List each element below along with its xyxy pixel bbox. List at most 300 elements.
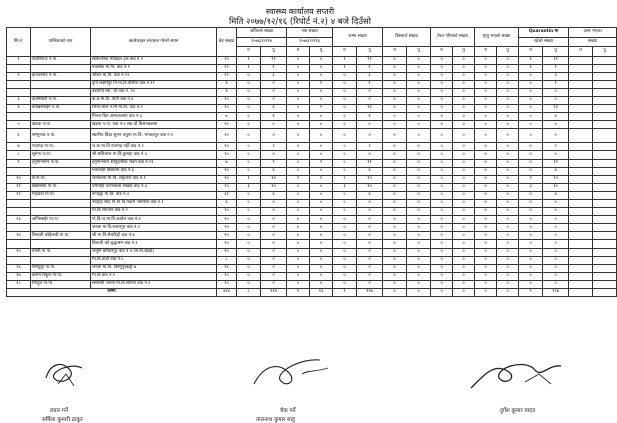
cell-om <box>569 88 593 96</box>
cell-pm: ० <box>237 96 261 104</box>
cell-xm: ० <box>475 272 497 280</box>
cell-municipality: तिरहुत गा.पा. <box>31 280 91 288</box>
cell-xf: ० <box>497 113 519 121</box>
cell-nf: ० <box>310 151 333 159</box>
cell-sn: ७ <box>7 143 31 151</box>
cell-df: ० <box>407 272 431 280</box>
cell-qm: ० <box>519 113 543 121</box>
cell-municipality: तिलाठी कोईलाडी गा.पा. <box>31 232 91 240</box>
cell-beds: २० <box>217 208 237 216</box>
cell-tf: ० <box>357 121 383 129</box>
cell-qm: ० <box>519 280 543 288</box>
cell-df: ० <box>407 167 431 175</box>
cell-tf: ० <box>357 248 383 256</box>
cell-beds: १० <box>217 105 237 113</box>
cell-tm: ० <box>333 88 357 96</box>
cell-rm: ० <box>431 159 453 167</box>
cell-tf: ११ <box>357 159 383 167</box>
cell-df: ० <box>407 143 431 151</box>
cell-beds: १० <box>217 240 237 248</box>
cell-nm: ० <box>287 248 310 256</box>
cell-df: ० <box>407 88 431 96</box>
cell-nf: ० <box>310 88 333 96</box>
cell-rm: ० <box>431 240 453 248</box>
cell-df: ० <box>407 191 431 199</box>
cell-rf: ० <box>453 88 475 96</box>
cell-dm: ० <box>383 121 407 129</box>
cell-qf: ४ <box>543 191 569 199</box>
cell-nm: ० <box>287 256 310 264</box>
cell-sn: ३ <box>7 96 31 104</box>
cell-tf: ० <box>357 224 383 232</box>
cell-pm: ० <box>237 264 261 272</box>
cell-om <box>569 129 593 143</box>
cell-xm: ० <box>475 96 497 104</box>
cell-df: ० <box>407 113 431 121</box>
cell-nm: ० <box>287 208 310 216</box>
cell-tf: ४ <box>357 113 383 121</box>
cell-pf: ० <box>261 208 287 216</box>
cell-pf: ० <box>261 224 287 232</box>
cell-dm: ० <box>383 240 407 248</box>
cell-pm: ० <box>237 216 261 224</box>
cell-nm: ० <box>287 56 310 64</box>
cell-qf: ० <box>543 280 569 288</box>
cell-tf: ११ <box>357 56 383 64</box>
cell-beds: १२ <box>217 72 237 80</box>
cell-pf: ० <box>261 272 287 280</box>
cell-sn: ८ <box>7 151 31 159</box>
cell-nm: ० <box>287 272 310 280</box>
cell-pf: ० <box>261 121 287 129</box>
cell-qm: ० <box>519 105 543 113</box>
cell-xf: ० <box>497 143 519 151</box>
cell-pf: ० <box>261 256 287 264</box>
cell-dm: ० <box>383 64 407 72</box>
cell-municipality <box>31 167 91 175</box>
cell-tm: ० <box>333 159 357 167</box>
cell-df: ० <box>407 256 431 264</box>
cell-of <box>593 280 617 288</box>
cell-facility: मा.वि.ठाडी वाड नं.५ <box>91 256 217 264</box>
cell-om <box>569 224 593 232</box>
cell-facility: नरहद्दह साह नि.मा.वि.पकरी जसपोस वाड नं.१ <box>91 200 217 208</box>
cell-qm: ० <box>519 80 543 88</box>
cell-municipality: विष्णुपुर गा.पा. <box>31 264 91 272</box>
col-quarantine-sub: रहेको संख्या <box>519 37 569 47</box>
cell-sn <box>7 64 31 72</box>
cell-tm: ० <box>333 96 357 104</box>
cell-rm: ० <box>431 272 453 280</box>
cell-xf: ० <box>497 56 519 64</box>
cell-nf: ० <box>310 167 333 175</box>
cell-pf: ० <box>261 232 287 240</box>
cell-beds: १० <box>217 129 237 143</box>
table-row <box>7 264 617 272</box>
col-female: पु <box>357 47 383 57</box>
cell-dm: ० <box>383 96 407 104</box>
cell-facility: क.प्र.मा.वि. पाती वाड नं.४ <box>91 96 217 104</box>
cell-of <box>593 224 617 232</box>
cell-rf: ० <box>453 159 475 167</box>
stamp-signature-left <box>40 356 90 392</box>
cell-nf: ९ <box>310 105 333 113</box>
cell-xm: ० <box>475 151 497 159</box>
cell-qf: ३ <box>543 72 569 80</box>
cell-rf: ० <box>453 151 475 159</box>
cell-rm: ० <box>431 224 453 232</box>
total-tm: ९ <box>333 289 357 297</box>
cell-dm: ० <box>383 183 407 191</box>
cell-tm: ० <box>333 256 357 264</box>
cell-xf: ० <box>497 240 519 248</box>
cell-of <box>593 64 617 72</box>
cell-tf: ० <box>357 272 383 280</box>
cell-tm: ० <box>333 272 357 280</box>
col-prev-date: २०७६/१२/१४ <box>237 37 287 47</box>
cell-nm: ० <box>287 224 310 232</box>
cell-of <box>593 159 617 167</box>
cell-nm: ० <box>287 216 310 224</box>
cell-facility: जनचेतना मा.वि. लोहजरा वाड नं.१ <box>91 175 217 183</box>
cell-xf: ० <box>497 72 519 80</box>
cell-dm: ० <box>383 264 407 272</box>
cell-qm: ० <box>519 159 543 167</box>
col-male: म <box>383 47 407 57</box>
cell-qf: ० <box>543 272 569 280</box>
cell-nf: ० <box>310 280 333 288</box>
cell-xm: ० <box>475 232 497 240</box>
cell-tf: ० <box>357 88 383 96</box>
cell-dm: ० <box>383 256 407 264</box>
cell-of <box>593 183 617 191</box>
col-death: मृत्यु भएको संख्या <box>475 28 519 47</box>
total-rm: ० <box>431 289 453 297</box>
cell-nm: ० <box>287 280 310 288</box>
cell-df: ० <box>407 224 431 232</box>
table-row <box>7 240 617 248</box>
cell-df: ० <box>407 96 431 104</box>
cell-of <box>593 216 617 224</box>
cell-facility: नवलोक मा.वि. वाड नं.१ <box>91 64 217 72</box>
cell-sn: १० <box>7 175 31 183</box>
cell-pf: १० <box>261 183 287 191</box>
cell-qf: ० <box>543 121 569 129</box>
cell-nm: ० <box>287 129 310 143</box>
cell-tm: ० <box>333 232 357 240</box>
cell-xm: ० <box>475 191 497 199</box>
cell-qm: ० <box>519 88 543 96</box>
total-pm: ८ <box>237 289 261 297</box>
cell-tm: ० <box>333 129 357 143</box>
cell-of <box>593 167 617 175</box>
cell-df: ० <box>407 208 431 216</box>
col-male: म <box>287 47 310 57</box>
cell-qf: ० <box>543 216 569 224</box>
cell-sn: ९ <box>7 159 31 167</box>
cell-pm: ० <box>237 248 261 256</box>
total-rf: ० <box>453 289 475 297</box>
cell-om <box>569 143 593 151</box>
cell-facility: मा.वि.भगवान वाड नं.२ <box>91 208 217 216</box>
cell-om <box>569 80 593 88</box>
cell-tf: ० <box>357 216 383 224</box>
cell-tm: ३ <box>333 183 357 191</box>
cell-beds: १० <box>217 143 237 151</box>
cell-dm: ० <box>383 200 407 208</box>
cell-municipality: छिन्नमस्ता गा.पा. <box>31 183 91 191</box>
table-row <box>7 80 617 88</box>
cell-rm: ० <box>431 191 453 199</box>
cell-dm: ० <box>383 143 407 151</box>
cell-beds: १५ <box>217 232 237 240</box>
cell-pf: २ <box>261 143 287 151</box>
cell-pm: ० <box>237 208 261 216</box>
cell-beds: ६ <box>217 200 237 208</box>
cell-beds: २० <box>217 151 237 159</box>
table-row <box>7 224 617 232</box>
cell-qf: ० <box>543 224 569 232</box>
cell-sn: ११ <box>7 183 31 191</box>
cell-sn <box>7 200 31 208</box>
cell-qf: ११ <box>543 159 569 167</box>
table-row <box>7 183 617 191</box>
cell-rm: ० <box>431 72 453 80</box>
cell-pf: ० <box>261 216 287 224</box>
cell-df: ० <box>407 129 431 143</box>
cell-qm: ० <box>519 129 543 143</box>
cell-of <box>593 232 617 240</box>
cell-nf: ० <box>310 248 333 256</box>
cell-nf: ० <box>310 191 333 199</box>
cell-xm: ० <box>475 280 497 288</box>
cell-om <box>569 240 593 248</box>
cell-dm: ० <box>383 232 407 240</box>
cell-pm: ० <box>237 80 261 88</box>
cell-municipality: स.रू.पा. <box>31 175 91 183</box>
table-row <box>7 151 617 159</box>
cell-tm: ० <box>333 280 357 288</box>
cell-rf: ० <box>453 80 475 88</box>
cell-nf: ० <box>310 272 333 280</box>
cell-of <box>593 113 617 121</box>
cell-nm: ० <box>287 167 310 175</box>
cell-rm: ० <box>431 264 453 272</box>
checked-by-name: तारानाथ कुमार साहु <box>256 417 295 423</box>
cell-sn: २ <box>7 72 31 80</box>
cell-nf: ० <box>310 183 333 191</box>
col-female: पु <box>453 47 475 57</box>
cell-municipality <box>31 200 91 208</box>
cell-xf: ० <box>497 208 519 216</box>
cell-pf: ० <box>261 248 287 256</box>
cell-qm: २ <box>519 175 543 183</box>
cell-municipality: बलान बिहुल गा.पा. <box>31 272 91 280</box>
cell-of <box>593 105 617 113</box>
cell-df: ० <box>407 264 431 272</box>
col-male: म <box>237 47 261 57</box>
cell-municipality: खडक न.पा. <box>31 121 91 129</box>
col-male: म <box>475 47 497 57</box>
cell-xm: ० <box>475 224 497 232</box>
cell-beds: २५ <box>217 183 237 191</box>
cell-pf: ० <box>261 200 287 208</box>
cell-nm: ० <box>287 143 310 151</box>
cell-qm: ० <box>519 143 543 151</box>
cell-xm: ० <box>475 113 497 121</box>
cell-nf: ० <box>310 224 333 232</box>
cell-tm: ० <box>333 191 357 199</box>
cell-rm: ० <box>431 216 453 224</box>
cell-xf: ० <box>497 88 519 96</box>
cell-tf: २ <box>357 143 383 151</box>
cell-nm: ० <box>287 151 310 159</box>
table-row <box>7 121 617 129</box>
cell-pf: ० <box>261 88 287 96</box>
cell-xf: ० <box>497 248 519 256</box>
cell-facility: परियाहि पराभकला सखडा वाड नं.३ <box>91 183 217 191</box>
cell-tm: ० <box>333 224 357 232</box>
cell-xf: ० <box>497 159 519 167</box>
table-row <box>7 280 617 288</box>
total-nf: १३ <box>310 289 333 297</box>
cell-xf: ० <box>497 256 519 264</box>
cell-municipality <box>31 224 91 232</box>
cell-tf: १५ <box>357 175 383 183</box>
cell-xm: ० <box>475 200 497 208</box>
cell-nm: ० <box>287 159 310 167</box>
report-subtitle: मिति २०७७/१२/१६ (रिपोर्ट नं.२) ४ बजे दिउँसो <box>229 17 371 27</box>
cell-om <box>569 151 593 159</box>
table-row <box>7 96 617 104</box>
cell-om <box>569 72 593 80</box>
cell-facility: जमुनि बरियारपुर वाड नं ४ (स.वि.खादी) <box>91 248 217 256</box>
cell-xm: ० <box>475 175 497 183</box>
cell-xm: ० <box>475 216 497 224</box>
cell-tm: ० <box>333 240 357 248</box>
cell-df: ० <box>407 56 431 64</box>
col-prev: अघिल्लो संख्या <box>237 28 287 38</box>
table-row <box>7 88 617 96</box>
cell-rm: ० <box>431 232 453 240</box>
cell-qm: ० <box>519 191 543 199</box>
cell-pf: ११ <box>261 56 287 64</box>
cell-facility: जनता मा.वि.कमलपुर वाड नं.२ <box>91 224 217 232</box>
table-row <box>7 208 617 216</box>
cell-qm: ० <box>519 216 543 224</box>
cell-of <box>593 80 617 88</box>
cell-beds: ८ <box>217 256 237 264</box>
cell-rf: ० <box>453 96 475 104</box>
total-qf: १२७ <box>543 289 569 297</box>
cell-df: ० <box>407 280 431 288</box>
cell-nf: ० <box>310 113 333 121</box>
cell-rm: ० <box>431 80 453 88</box>
cell-tf: ० <box>357 151 383 159</box>
cell-facility: जोकर मा.वि. वाड नं.१२ <box>91 72 217 80</box>
cell-nm: ० <box>287 105 310 113</box>
cell-rm: ० <box>431 121 453 129</box>
cell-nm: ० <box>287 64 310 72</box>
cell-dm: ० <box>383 175 407 183</box>
cell-pm: ० <box>237 105 261 113</box>
cell-beds: २० <box>217 121 237 129</box>
col-referred: रेफर गरिएको संख्या <box>431 28 475 47</box>
cell-nm: ० <box>287 88 310 96</box>
cell-of <box>593 72 617 80</box>
cell-rf: ० <box>453 224 475 232</box>
cell-dm: ० <box>383 167 407 175</box>
officer-name: दुर्गेश कुमार यादव <box>500 408 536 414</box>
cell-dm: ० <box>383 216 407 224</box>
cell-pm: ० <box>237 256 261 264</box>
table-row <box>7 167 617 175</box>
cell-om <box>569 175 593 183</box>
cell-nm: ० <box>287 113 310 121</box>
col-sn: सि.न. <box>7 28 31 57</box>
cell-nf: ० <box>310 64 333 72</box>
cell-tf: १ <box>357 80 383 88</box>
cell-pf: ० <box>261 80 287 88</box>
cell-qm: ० <box>519 121 543 129</box>
cell-rf: ० <box>453 248 475 256</box>
cell-facility: श्री सशिलाल मा.वि.कुसहा वाड नं.५ <box>91 151 217 159</box>
cell-df: ० <box>407 121 431 129</box>
cell-xf: ० <box>497 64 519 72</box>
cell-qf: ० <box>543 256 569 264</box>
cell-beds: ३२ <box>217 191 237 199</box>
cell-rf: ० <box>453 175 475 183</box>
cell-df: ० <box>407 72 431 80</box>
cell-qf: २ <box>543 143 569 151</box>
cell-xm: ० <box>475 159 497 167</box>
cell-df: ० <box>407 240 431 248</box>
cell-facility: जिया लाल न.मि मा.वि. वाड नं.१ <box>91 105 217 113</box>
cell-nf: ० <box>310 232 333 240</box>
col-quarantine: Quarantin मा <box>519 28 569 38</box>
cell-rm: ० <box>431 88 453 96</box>
cell-qm: ० <box>519 72 543 80</box>
cell-facility: खडक न.पा. वाड नं.२ स्वा.चौ.बिसनबकसा <box>91 121 217 129</box>
cell-facility: श्री मा.वि.सेलडिही वाड नं.४ <box>91 232 217 240</box>
cell-rm: ० <box>431 280 453 288</box>
cell-pf: ० <box>261 280 287 288</box>
cell-qm: ० <box>519 208 543 216</box>
cell-om <box>569 121 593 129</box>
cell-facility: जनता मा.वि. विष्णुपुरकट्टी ७ <box>91 264 217 272</box>
cell-qf: ११ <box>543 56 569 64</box>
cell-tf: ० <box>357 264 383 272</box>
cell-om <box>569 264 593 272</box>
col-released: डिस्चार्ज संख्या <box>383 28 431 47</box>
cell-of <box>593 200 617 208</box>
cell-nf: ० <box>310 216 333 224</box>
cell-rm: ० <box>431 96 453 104</box>
cell-pm: ० <box>237 121 261 129</box>
cell-rf: ० <box>453 200 475 208</box>
cell-rf: ० <box>453 143 475 151</box>
cell-sn <box>7 224 31 232</box>
cell-om <box>569 191 593 199</box>
cell-tf: ० <box>357 240 383 248</box>
total-dm: ० <box>383 289 407 297</box>
cell-tm: २ <box>333 175 357 183</box>
cell-df: ० <box>407 175 431 183</box>
table-row <box>7 232 617 240</box>
cell-dm: ० <box>383 113 407 121</box>
cell-municipality: कञ्चनरुप न.पा. <box>31 72 91 80</box>
cell-tm: ० <box>333 216 357 224</box>
